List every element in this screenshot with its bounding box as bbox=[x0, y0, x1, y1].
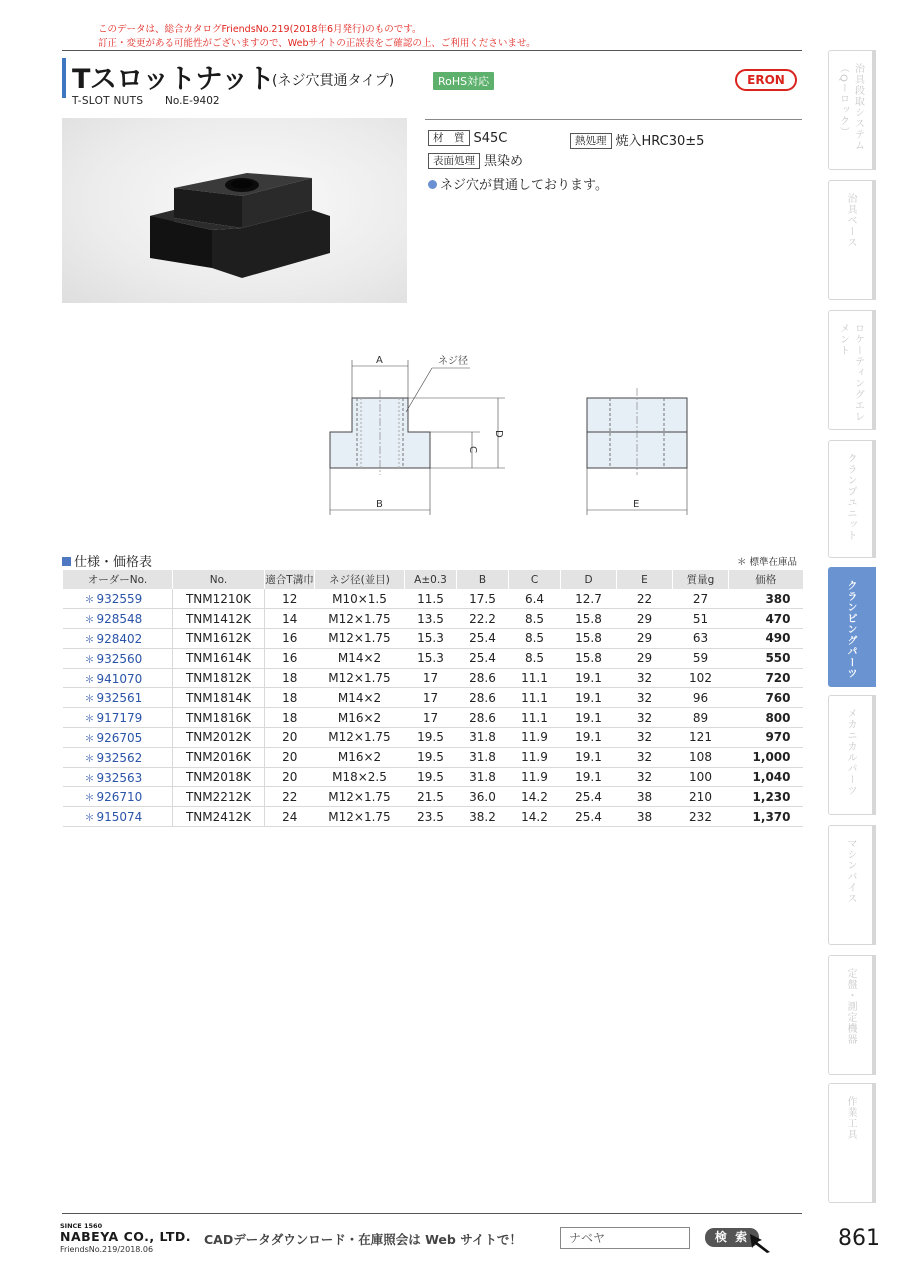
a-cell: 15.3 bbox=[405, 648, 457, 668]
product-photo bbox=[62, 118, 407, 303]
e-cell: 29 bbox=[617, 629, 673, 649]
since-text: SINCE 1560 bbox=[60, 1222, 103, 1230]
d-cell: 15.8 bbox=[561, 648, 617, 668]
table-row bbox=[63, 708, 803, 728]
mass-cell: 63 bbox=[673, 629, 729, 649]
order-number-cell bbox=[63, 629, 173, 649]
price-cell: 760 bbox=[729, 688, 803, 708]
a-cell: 17 bbox=[405, 668, 457, 688]
table-row bbox=[63, 609, 803, 629]
spec-rule bbox=[425, 119, 802, 120]
mass-cell: 108 bbox=[673, 747, 729, 767]
thread-cell: M12×1.75 bbox=[315, 668, 405, 688]
slot-cell: 14 bbox=[265, 609, 315, 629]
e-cell: 38 bbox=[617, 807, 673, 827]
slot-cell: 16 bbox=[265, 648, 315, 668]
table-row bbox=[63, 688, 803, 708]
e-cell: 32 bbox=[617, 767, 673, 787]
no-cell: TNM2018K bbox=[173, 767, 265, 787]
b-cell: 31.8 bbox=[457, 767, 509, 787]
slot-cell: 18 bbox=[265, 708, 315, 728]
material-label: 材 質 bbox=[428, 130, 470, 146]
table-row bbox=[63, 767, 803, 787]
b-cell: 28.6 bbox=[457, 688, 509, 708]
price-cell: 1,230 bbox=[729, 787, 803, 807]
d-cell: 15.8 bbox=[561, 629, 617, 649]
price-cell: 380 bbox=[729, 589, 803, 609]
no-cell: TNM2016K bbox=[173, 747, 265, 767]
c-cell: 14.2 bbox=[509, 807, 561, 827]
d-cell: 19.1 bbox=[561, 747, 617, 767]
notice bbox=[98, 23, 536, 51]
slot-cell: 20 bbox=[265, 747, 315, 767]
b-cell: 25.4 bbox=[457, 648, 509, 668]
stock-note: ＊ 標準在庫品 bbox=[737, 557, 798, 568]
order-number: 926710 bbox=[96, 790, 143, 805]
order-number: 932559 bbox=[96, 592, 143, 607]
c-cell: 11.1 bbox=[509, 708, 561, 728]
t-slot-nut-image bbox=[62, 118, 407, 303]
thread-cell: M18×2.5 bbox=[315, 767, 405, 787]
slot-cell: 24 bbox=[265, 807, 315, 827]
stock-star-icon: ＊ bbox=[84, 654, 95, 666]
sidebar-tab-label: 治具ベース bbox=[845, 193, 856, 248]
column-header: D bbox=[561, 570, 617, 589]
b-cell: 31.8 bbox=[457, 728, 509, 748]
stock-star-icon: ＊ bbox=[84, 813, 95, 825]
material-value: S45C bbox=[473, 131, 508, 146]
d-cell: 12.7 bbox=[561, 589, 617, 609]
dim-d-label: D bbox=[493, 430, 504, 438]
c-cell: 11.1 bbox=[509, 688, 561, 708]
sidebar-tab[interactable] bbox=[828, 695, 876, 815]
table-header-row bbox=[63, 570, 803, 589]
stock-star-icon: ＊ bbox=[84, 615, 95, 627]
order-number-cell bbox=[63, 728, 173, 748]
table-row bbox=[63, 747, 803, 767]
heat-value: 焼入HRC30±5 bbox=[615, 134, 705, 149]
price-cell: 470 bbox=[729, 609, 803, 629]
mass-cell: 89 bbox=[673, 708, 729, 728]
b-cell: 17.5 bbox=[457, 589, 509, 609]
material-spec bbox=[428, 130, 507, 146]
catalog-edition: FriendsNo.219/2018.06 bbox=[60, 1245, 154, 1254]
front-view bbox=[330, 360, 505, 515]
page-subtitle: (ネジ穴貫通タイプ) bbox=[272, 73, 395, 89]
thread-cell: M12×1.75 bbox=[315, 728, 405, 748]
c-cell: 6.4 bbox=[509, 589, 561, 609]
no-cell: TNM1614K bbox=[173, 648, 265, 668]
sidebar-tab[interactable] bbox=[828, 310, 876, 430]
thread-cell: M10×1.5 bbox=[315, 589, 405, 609]
slot-cell: 18 bbox=[265, 668, 315, 688]
eron-brand-logo: ERON bbox=[735, 69, 797, 91]
bullet-icon bbox=[428, 180, 437, 189]
slot-cell: 12 bbox=[265, 589, 315, 609]
a-cell: 19.5 bbox=[405, 747, 457, 767]
search-button[interactable]: 検 索 bbox=[705, 1228, 759, 1247]
slot-cell: 16 bbox=[265, 629, 315, 649]
table-body bbox=[63, 589, 803, 827]
thread-cell: M12×1.75 bbox=[315, 609, 405, 629]
price-cell: 800 bbox=[729, 708, 803, 728]
stock-star-icon: ＊ bbox=[84, 634, 95, 646]
column-header: B bbox=[457, 570, 509, 589]
spec-note bbox=[428, 174, 608, 193]
column-header: ネジ径(並目) bbox=[315, 570, 405, 589]
no-cell: TNM1816K bbox=[173, 708, 265, 728]
dim-c-label: C bbox=[467, 446, 478, 453]
sidebar-tab[interactable] bbox=[828, 50, 876, 170]
e-cell: 32 bbox=[617, 747, 673, 767]
mass-cell: 210 bbox=[673, 787, 729, 807]
sidebar-tab[interactable] bbox=[828, 440, 876, 558]
order-number: 915074 bbox=[96, 810, 143, 825]
order-number-cell bbox=[63, 609, 173, 629]
surface-value: 黒染め bbox=[484, 154, 524, 169]
c-cell: 14.2 bbox=[509, 787, 561, 807]
sidebar-tab-label: クランピングパーツ bbox=[845, 580, 856, 679]
no-cell: TNM1412K bbox=[173, 609, 265, 629]
column-header: A±0.3 bbox=[405, 570, 457, 589]
c-cell: 8.5 bbox=[509, 609, 561, 629]
a-cell: 19.5 bbox=[405, 728, 457, 748]
c-cell: 8.5 bbox=[509, 648, 561, 668]
order-number-cell bbox=[63, 747, 173, 767]
sidebar-tab-label: メカニカルパーツ bbox=[845, 708, 856, 796]
table-row bbox=[63, 787, 803, 807]
order-number-cell bbox=[63, 767, 173, 787]
b-cell: 38.2 bbox=[457, 807, 509, 827]
stock-star-icon: ＊ bbox=[84, 595, 95, 607]
e-cell: 22 bbox=[617, 589, 673, 609]
c-cell: 8.5 bbox=[509, 629, 561, 649]
mass-cell: 51 bbox=[673, 609, 729, 629]
thread-cell: M14×2 bbox=[315, 648, 405, 668]
no-cell: TNM1210K bbox=[173, 589, 265, 609]
rohs-badge: RoHS対応 bbox=[433, 72, 494, 90]
order-number: 917179 bbox=[96, 711, 143, 726]
b-cell: 25.4 bbox=[457, 629, 509, 649]
thread-cell: M16×2 bbox=[315, 708, 405, 728]
heat-label: 熱処理 bbox=[570, 133, 612, 149]
e-cell: 32 bbox=[617, 688, 673, 708]
cad-download-text: CADデータダウンロード・在庫照会は Web サイトで！ bbox=[204, 1232, 522, 1247]
thread-cell: M14×2 bbox=[315, 688, 405, 708]
sidebar-tab[interactable] bbox=[828, 1083, 876, 1203]
sidebar-tab-label: 定盤・測定機器 bbox=[845, 968, 856, 1045]
a-cell: 15.3 bbox=[405, 629, 457, 649]
d-cell: 19.1 bbox=[561, 728, 617, 748]
d-cell: 15.8 bbox=[561, 609, 617, 629]
dim-a-label: A bbox=[376, 355, 383, 366]
table-row bbox=[63, 807, 803, 827]
a-cell: 13.5 bbox=[405, 609, 457, 629]
order-number: 928402 bbox=[96, 631, 143, 646]
no-cell: TNM1812K bbox=[173, 668, 265, 688]
order-number-cell bbox=[63, 807, 173, 827]
price-cell: 1,000 bbox=[729, 747, 803, 767]
c-cell: 11.9 bbox=[509, 767, 561, 787]
slot-cell: 20 bbox=[265, 767, 315, 787]
thread-cell: M16×2 bbox=[315, 747, 405, 767]
slot-cell: 18 bbox=[265, 688, 315, 708]
dim-e-label: E bbox=[633, 499, 640, 510]
a-cell: 17 bbox=[405, 688, 457, 708]
order-number-cell bbox=[63, 787, 173, 807]
order-number: 926705 bbox=[96, 730, 143, 745]
stock-star-icon: ＊ bbox=[84, 733, 95, 745]
mass-cell: 232 bbox=[673, 807, 729, 827]
table-row bbox=[63, 728, 803, 748]
d-cell: 19.1 bbox=[561, 708, 617, 728]
price-cell: 720 bbox=[729, 668, 803, 688]
column-header: No. bbox=[173, 570, 265, 589]
title-accent-bar bbox=[62, 58, 66, 98]
surface-spec bbox=[428, 150, 523, 169]
e-cell: 32 bbox=[617, 708, 673, 728]
stock-star-icon: ＊ bbox=[84, 714, 95, 726]
dim-b-label: B bbox=[376, 499, 383, 510]
b-cell: 31.8 bbox=[457, 747, 509, 767]
d-cell: 25.4 bbox=[561, 807, 617, 827]
square-icon bbox=[62, 557, 71, 566]
stock-star-icon: ＊ bbox=[84, 773, 95, 785]
no-cell: TNM1612K bbox=[173, 629, 265, 649]
column-header: 適合T溝巾 bbox=[265, 570, 315, 589]
no-cell: TNM2412K bbox=[173, 807, 265, 827]
order-number: 932561 bbox=[96, 691, 143, 706]
stock-star-icon: ＊ bbox=[84, 694, 95, 706]
order-number-cell bbox=[63, 688, 173, 708]
a-cell: 11.5 bbox=[405, 589, 457, 609]
price-cell: 970 bbox=[729, 728, 803, 748]
technical-drawing bbox=[320, 350, 700, 520]
spec-price-table bbox=[62, 570, 803, 827]
c-cell: 11.1 bbox=[509, 668, 561, 688]
d-cell: 19.1 bbox=[561, 688, 617, 708]
e-cell: 29 bbox=[617, 609, 673, 629]
mass-cell: 100 bbox=[673, 767, 729, 787]
stock-star-icon: ＊ bbox=[84, 753, 95, 765]
english-title: T-SLOT NUTS bbox=[72, 95, 144, 107]
cursor-arrow-icon bbox=[748, 1232, 778, 1254]
b-cell: 28.6 bbox=[457, 708, 509, 728]
order-number: 932562 bbox=[96, 750, 143, 765]
column-header: 質量g bbox=[673, 570, 729, 589]
slot-cell: 20 bbox=[265, 728, 315, 748]
b-cell: 22.2 bbox=[457, 609, 509, 629]
sidebar-tab-label: マシンバイス bbox=[845, 838, 856, 904]
sidebar-tab-label: ロケーティングエレメント bbox=[837, 323, 864, 422]
surface-label: 表面処理 bbox=[428, 153, 480, 169]
d-cell: 19.1 bbox=[561, 767, 617, 787]
no-cell: TNM2212K bbox=[173, 787, 265, 807]
sidebar-tab-label: 治具段取システム（Qーロック） bbox=[837, 63, 864, 151]
a-cell: 23.5 bbox=[405, 807, 457, 827]
table-row bbox=[63, 589, 803, 609]
column-header: E bbox=[617, 570, 673, 589]
sidebar-tab[interactable] bbox=[828, 567, 876, 687]
column-header: C bbox=[509, 570, 561, 589]
table-row bbox=[63, 629, 803, 649]
d-cell: 19.1 bbox=[561, 668, 617, 688]
sidebar-tab-label: 作業工具 bbox=[845, 1096, 856, 1140]
order-number-cell bbox=[63, 668, 173, 688]
thread-cell: M12×1.75 bbox=[315, 787, 405, 807]
order-number-cell bbox=[63, 589, 173, 609]
c-cell: 11.9 bbox=[509, 728, 561, 748]
column-header: 価格 bbox=[729, 570, 803, 589]
a-cell: 17 bbox=[405, 708, 457, 728]
thread-cell: M12×1.75 bbox=[315, 629, 405, 649]
company-logo: NABEYA CO., LTD. bbox=[60, 1229, 192, 1244]
notice-line-2: 訂正・変更がある可能性がございますので、Webサイトの正誤表をご確認の上、ご利用くださいませ。 bbox=[98, 38, 536, 49]
mass-cell: 96 bbox=[673, 688, 729, 708]
catalog-item-number: No.E-9402 bbox=[165, 95, 220, 107]
price-cell: 1,040 bbox=[729, 767, 803, 787]
table-section-title bbox=[62, 551, 152, 570]
stock-star-icon: ＊ bbox=[84, 793, 95, 805]
thread-cell: M12×1.75 bbox=[315, 807, 405, 827]
order-number: 932560 bbox=[96, 651, 143, 666]
b-cell: 36.0 bbox=[457, 787, 509, 807]
search-input[interactable]: ナベヤ bbox=[560, 1227, 690, 1249]
order-number-cell bbox=[63, 708, 173, 728]
mass-cell: 102 bbox=[673, 668, 729, 688]
order-number: 941070 bbox=[96, 671, 143, 686]
sidebar-tab[interactable] bbox=[828, 955, 876, 1075]
a-cell: 19.5 bbox=[405, 767, 457, 787]
mass-cell: 59 bbox=[673, 648, 729, 668]
mass-cell: 121 bbox=[673, 728, 729, 748]
heat-spec bbox=[570, 130, 704, 149]
no-cell: TNM2012K bbox=[173, 728, 265, 748]
table-row bbox=[63, 648, 803, 668]
a-cell: 21.5 bbox=[405, 787, 457, 807]
page-number: 861 bbox=[838, 1226, 880, 1251]
d-cell: 25.4 bbox=[561, 787, 617, 807]
e-cell: 32 bbox=[617, 728, 673, 748]
e-cell: 38 bbox=[617, 787, 673, 807]
spec-note-text: ネジ穴が貫通しております。 bbox=[440, 178, 608, 193]
footer-rule bbox=[62, 1213, 802, 1214]
order-number: 928548 bbox=[96, 612, 143, 627]
mass-cell: 27 bbox=[673, 589, 729, 609]
sidebar-tab[interactable] bbox=[828, 825, 876, 945]
order-number: 932563 bbox=[96, 770, 143, 785]
price-cell: 1,370 bbox=[729, 807, 803, 827]
table-section-title-text: 仕様・価格表 bbox=[74, 555, 153, 570]
price-cell: 490 bbox=[729, 629, 803, 649]
side-view bbox=[587, 388, 687, 515]
stock-star-icon: ＊ bbox=[84, 674, 95, 686]
e-cell: 29 bbox=[617, 648, 673, 668]
c-cell: 11.9 bbox=[509, 747, 561, 767]
sidebar-tab-label: クランプユニット bbox=[845, 453, 856, 541]
dim-thread-label: ネジ径 bbox=[438, 356, 468, 367]
column-header: オーダーNo. bbox=[63, 570, 173, 589]
sidebar-tab[interactable] bbox=[828, 180, 876, 300]
notice-line-1: このデータは、総合カタログFriendsNo.219(2018年6月発行)のものです。 bbox=[98, 24, 422, 35]
b-cell: 28.6 bbox=[457, 668, 509, 688]
table-row bbox=[63, 668, 803, 688]
order-number-cell bbox=[63, 648, 173, 668]
page-title: Tスロットナット bbox=[72, 64, 275, 95]
price-cell: 550 bbox=[729, 648, 803, 668]
no-cell: TNM1814K bbox=[173, 688, 265, 708]
slot-cell: 22 bbox=[265, 787, 315, 807]
e-cell: 32 bbox=[617, 668, 673, 688]
header-rule bbox=[62, 50, 802, 51]
